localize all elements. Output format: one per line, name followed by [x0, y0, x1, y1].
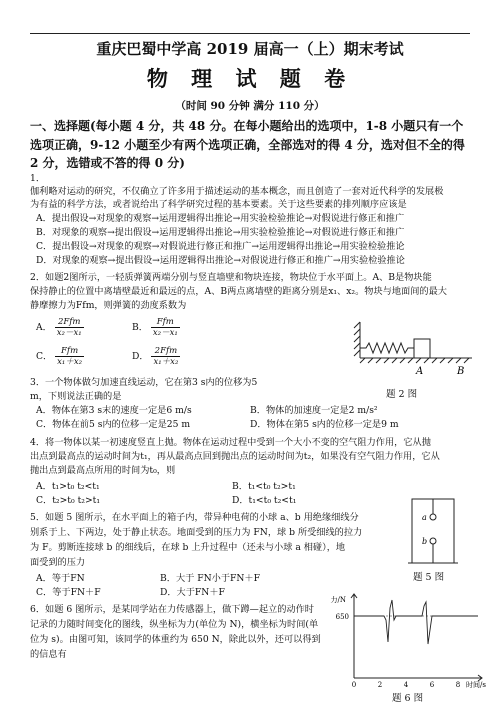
graph-tick-8: 8: [455, 681, 461, 689]
q6-line3: 位为 s)。由图可知，该同学的体重约为 650 N，除此以外，还可以得到: [30, 634, 321, 645]
q2-option-c-num: Ffm: [55, 346, 84, 357]
q4-line2: 出点到最高点的运动时间为t₁，再从最高点回到抛出点的运动时间为t₂，如果没有空气阻力作用，它从: [30, 451, 440, 462]
q1-option-d: D．对现象的观察→提出假设→运用逻辑得出推论→对假说进行修正和推广→用实验检验推论: [36, 255, 405, 266]
q1-option-b: B．对现象的观察→提出假设→运用逻辑得出推论→用实验检验推论→对假说进行修正和推广: [36, 227, 405, 238]
q6-line1: 6．如题 6 图所示，是某同学站在力传感器上，做下蹲—起立的动作时: [30, 604, 314, 615]
subject-title: 物 理 试 题 卷: [146, 66, 354, 91]
q5-line1: 5．如题 5 图所示，在水平面上的箱子内，带异种电荷的小球 a、b 用绝缘细线分: [30, 512, 359, 523]
q5-option-c: C．等于FN＋F: [36, 587, 101, 598]
q2-option-a-den: x₂－x₁: [56, 328, 82, 338]
time-score-line: （时间 90 分钟 满分 110 分）: [175, 100, 325, 112]
q2-option-b-den: x₂－x₁: [152, 328, 178, 338]
q3-line1: 3．一个物体做匀加速直线运动，它在第3 s内的位移为5: [30, 377, 258, 388]
q2-option-d: [132, 346, 180, 367]
q4-option-a: A．t₁>t₀ t₂<t₁: [36, 481, 100, 492]
q2-option-c-fraction: [55, 346, 84, 367]
ball-a-label: a: [422, 513, 427, 522]
q5-option-a: A．等于FN: [36, 573, 85, 584]
q2-line1: 2．如题2图所示，一轻质弹簧两端分别与竖直墙壁和物块连接，物块位于水平面上。A、B是物块能: [30, 272, 432, 283]
q6-figure-graph: [318, 590, 488, 692]
q5-figure-box: [408, 496, 460, 568]
q6-figure-caption: 题 6 图: [392, 693, 424, 704]
q1-option-c: C．提出假设→对现象的观察→对假说进行修正和推广→运用逻辑得出推论→用实验检验推论: [36, 241, 405, 252]
q5-line3: 为 F。剪断连接球 b 的细线后，在球 b 上升过程中（还未与小球 a 相碰），地: [30, 542, 346, 553]
q2-option-d-label: D．: [132, 351, 149, 362]
graph-tick-0: 0: [351, 681, 357, 689]
q1-stem-line1: 伽利略对运动的研究，不仅确立了许多用于描述运动的基本概念，而且创造了一套对近代科学的发展极: [30, 186, 444, 197]
q2-figure-caption: 题 2 图: [386, 389, 418, 400]
q2-option-a-num: 2Ffm: [55, 317, 84, 328]
q2-option-c: [36, 346, 84, 367]
q2-figure-spring-block: [352, 318, 474, 384]
top-rule: [30, 33, 470, 34]
force-curve: [354, 600, 478, 644]
q5-line4: 面受到的压力: [30, 557, 86, 568]
q1-stem-line2: 为有益的科学方法，或者说给出了科学研究过程的基本要素。关于这些要素的排列顺序应该是: [30, 199, 407, 210]
ball-b-label: b: [422, 537, 428, 546]
q4-option-b: B．t₁<t₀ t₂>t₁: [232, 481, 296, 492]
q2-option-b-num: Ffm: [151, 317, 180, 328]
graph-tick-4: 4: [403, 681, 409, 689]
q4-option-d: D．t₁<t₀ t₂<t₁: [232, 495, 297, 506]
q4-line1: 4．将一物体以某一初速度竖直上抛。物体在运动过程中受到一个大小不变的空气阻力作用，它从抛: [30, 437, 431, 448]
q5-option-d: D．大于FN＋F: [160, 587, 225, 598]
graph-y-650-label: 650: [335, 613, 349, 621]
spring-coil: [360, 343, 414, 353]
q2-option-a-fraction: [55, 317, 84, 338]
q4-option-c: C．t₂>t₀ t₂>t₁: [36, 495, 101, 506]
point-b-label: B: [457, 366, 465, 377]
q2-option-b-fraction: [151, 317, 180, 338]
q3-option-a: A．物体在第3 s末的速度一定是6 m/s: [36, 405, 192, 416]
q2-option-d-den: x₁＋x₂: [153, 357, 179, 367]
section-heading: 一、选择题(每小题 4 分，共 48 分。在每小题给出的选项中，1-8 小题只有一个选项正确，9-12 小题至少有两个选项正确，全部选对的得 4 分，选对但不全的得 2 分，选错或不答的得 0 分): [30, 119, 465, 170]
q2-option-a: [36, 317, 84, 338]
q3-option-d: D．物体在第5 s内的位移一定是9 m: [250, 419, 399, 430]
ball-b: [430, 538, 436, 544]
graph-tick-2: 2: [377, 681, 383, 689]
graph-x-label: 时间/s: [466, 681, 486, 689]
block: [414, 339, 430, 358]
ball-a: [430, 514, 436, 520]
q2-option-d-num: 2Ffm: [151, 346, 180, 357]
q2-option-c-label: C．: [36, 351, 53, 362]
q2-option-c-den: x₁＋x₂: [57, 357, 83, 367]
q2-option-a-label: A．: [36, 322, 52, 333]
q3-option-c: C．物体在前5 s内的位移一定是25 m: [36, 419, 191, 430]
exam-title: 重庆巴蜀中学高 2019 届高一（上）期末考试: [96, 40, 404, 58]
point-a-label: A: [416, 366, 424, 377]
q2-option-d-fraction: [151, 346, 180, 367]
q6-line4: 的信息有: [30, 649, 67, 660]
q6-line2: 记录的力随时间变化的图线，纵坐标为力(单位为 N)，横坐标为时间(单: [30, 619, 319, 630]
q2-line2: 保持静止的位置中离墙壁最近和最远的点，A、B两点离墙壁的距离分别是x₁、x₂。物块与地面间的最大: [30, 286, 447, 297]
q2-option-b: [132, 317, 180, 338]
q1-option-a: A．提出假设→对现象的观察→运用逻辑得出推论→用实验检验推论→对假说进行修正和推广: [36, 213, 405, 224]
q5-option-b: B．大于 FN小于FN＋F: [160, 573, 260, 584]
q5-line2: 别系于上、下两边，处于静止状态。地面受到的压力为 FN，球 b 所受细线的拉力: [30, 527, 363, 538]
q2-option-b-label: B．: [132, 322, 148, 333]
graph-tick-6: 6: [429, 681, 435, 689]
q2-line3: 静摩擦力为Ffm，则弹簧的劲度系数为: [30, 300, 187, 311]
q5-figure-caption: 题 5 图: [413, 572, 445, 583]
q4-line3: 抛出点到最高点所用的时间为t₀，则: [30, 465, 176, 476]
q3-line2: m，下则说法正确的是: [30, 391, 122, 402]
q1-number: 1．: [30, 173, 46, 184]
q3-option-b: B．物体的加速度一定是2 m/s²: [250, 405, 378, 416]
graph-y-label: 力/N: [330, 596, 346, 604]
